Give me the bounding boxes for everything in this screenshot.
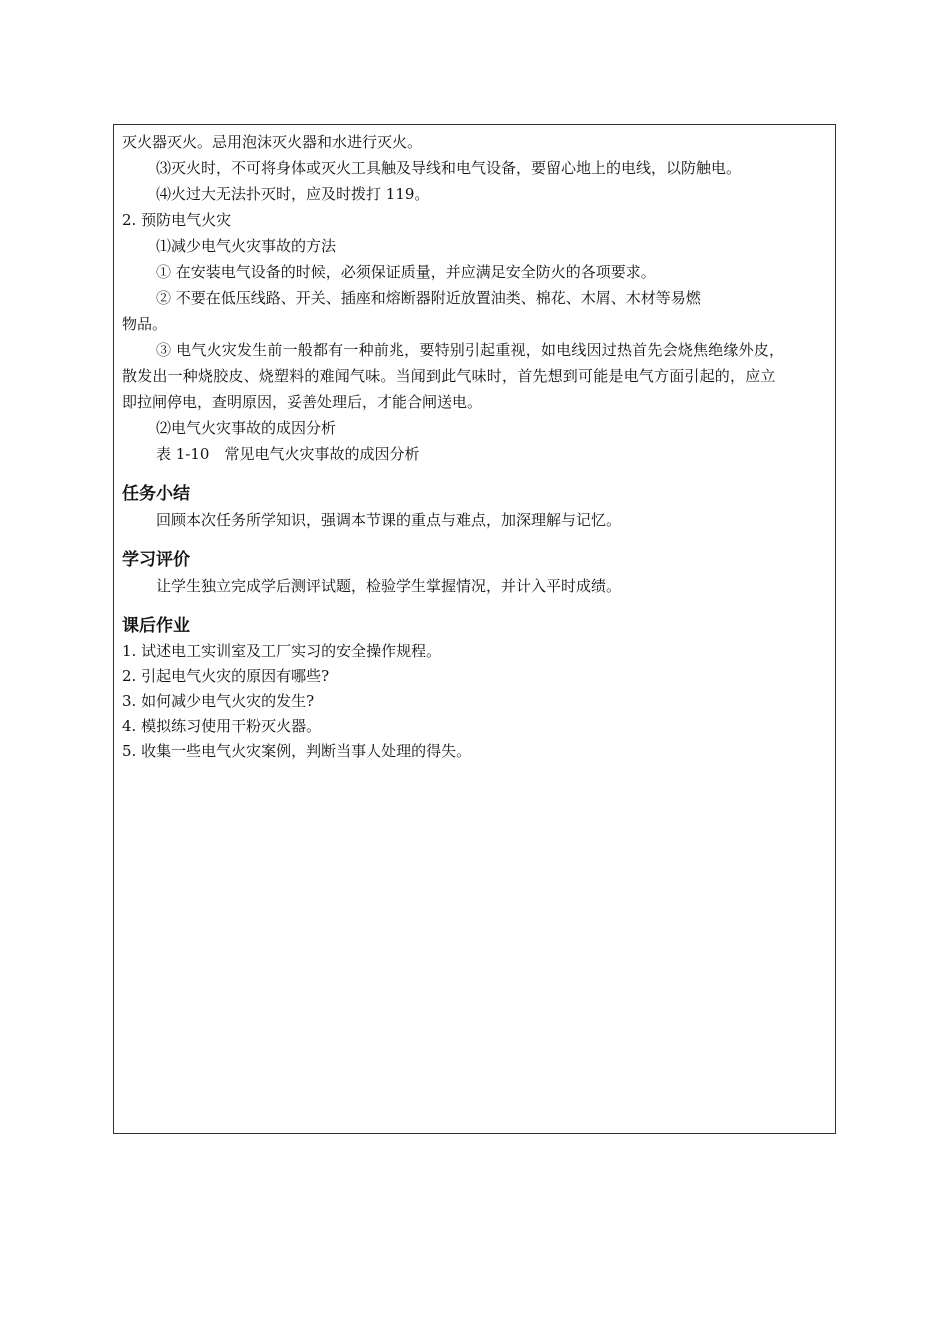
homework-item: 1. 试述电工实训室及工厂实习的安全操作规程。 xyxy=(122,642,442,660)
homework-list xyxy=(122,639,827,764)
content-frame xyxy=(113,124,836,1134)
evaluation-heading: 学习评价 xyxy=(122,550,190,570)
prevent-subtitle-2: ⑵电气火灾事故的成因分析 xyxy=(156,419,337,437)
homework-item: 2. 引起电气火灾的原因有哪些? xyxy=(122,667,330,685)
prevent-item-3a: ③ 电气火灾发生前一般都有一种前兆，要特别引起重视，如电线因过热首先会烧焦绝缘外皮， xyxy=(156,341,785,359)
prevent-title: 2. 预防电气火灾 xyxy=(122,211,232,229)
summary-heading: 任务小结 xyxy=(122,484,190,504)
evaluation-text: 让学生独立完成学后测评试题，检验学生掌握情况，并计入平时成绩。 xyxy=(156,577,622,595)
fire-line-2: ⑶灭火时，不可将身体或灭火工具触及导线和电气设备，要留心地上的电线，以防触电。 xyxy=(156,159,742,177)
homework-item: 5. 收集一些电气火灾案例，判断当事人处理的得失。 xyxy=(122,742,472,760)
fire-line-1: 灭火器灭火。忌用泡沫灭火器和水进行灭火。 xyxy=(122,133,423,151)
homework-item: 4. 模拟练习使用干粉灭火器。 xyxy=(122,717,322,735)
prevent-item-3b: 散发出一种烧胶皮、烧塑料的难闻气味。当闻到此气味时，首先想到可能是电气方面引起的，应立 xyxy=(122,367,776,385)
prevent-item-1: ① 在安装电气设备的时候，必须保证质量，并应满足安全防火的各项要求。 xyxy=(156,263,656,281)
homework-item: 3. 如何减少电气火灾的发生? xyxy=(122,692,315,710)
homework-heading: 课后作业 xyxy=(122,616,190,636)
prevent-item-2a: ② 不要在低压线路、开关、插座和熔断器附近放置油类、棉花、木屑、木材等易燃 xyxy=(156,289,701,307)
fire-line-3: ⑷火过大无法扑灭时，应及时拨打 119。 xyxy=(156,185,430,203)
prevent-item-2b: 物品。 xyxy=(122,315,168,333)
prevent-item-3c: 即拉闸停电，查明原因，妥善处理后，才能合闸送电。 xyxy=(122,393,483,411)
table-caption: 表 1-10 常见电气火灾事故的成因分析 xyxy=(156,445,420,463)
summary-text: 回顾本次任务所学知识，强调本节课的重点与难点，加深理解与记忆。 xyxy=(156,511,622,529)
prevent-subtitle-1: ⑴减少电气火灾事故的方法 xyxy=(156,237,337,255)
document-body xyxy=(122,129,827,764)
